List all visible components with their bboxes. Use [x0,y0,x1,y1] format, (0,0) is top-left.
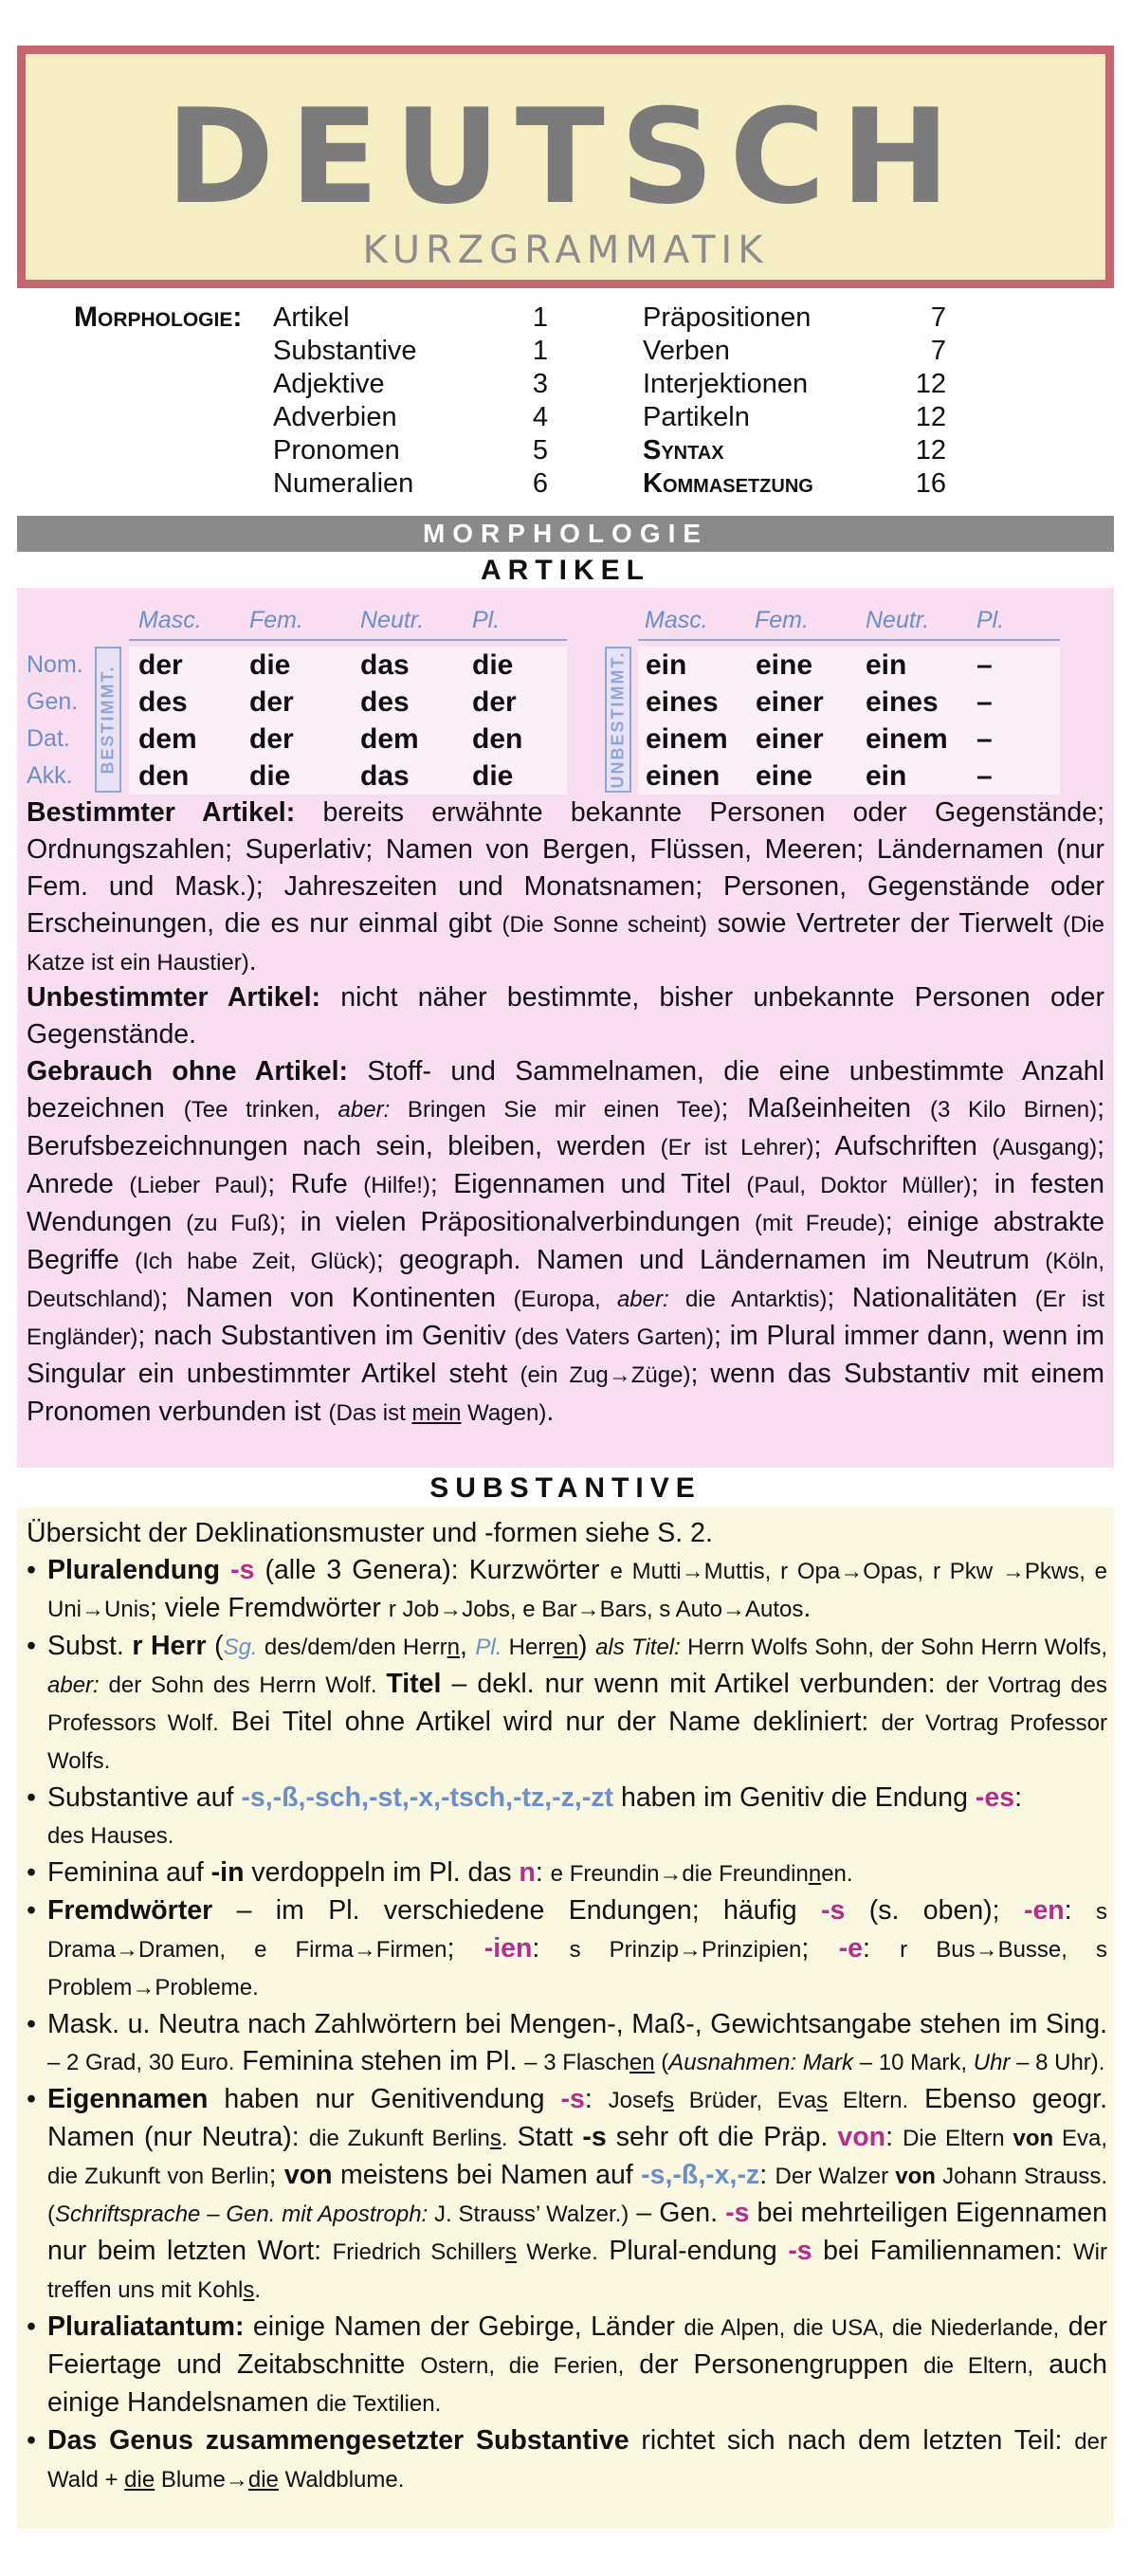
artikel-box [17,588,1114,1468]
toc-item[interactable]: Adverbien [273,402,397,432]
def-cell: der [472,686,517,718]
header-rule [129,639,567,641]
vertical-label-bestimmt: BESTIMMT. [95,647,121,793]
toc-item[interactable]: Partikeln [643,402,750,432]
title-banner [17,46,1114,288]
def-cell: der [138,649,183,681]
toc-page: 12 [915,402,946,432]
case-nom: Nom. [27,651,83,678]
toc-page: 3 [532,369,548,399]
toc-page: 12 [915,435,946,466]
case-gen: Gen. [27,688,79,715]
toc-item[interactable]: Substantive [273,336,417,366]
toc-page: 4 [532,402,548,432]
def-cell: den [138,760,190,792]
indef-cell: einen [646,760,721,792]
indef-cell: ein [866,760,907,792]
def-cell: die [249,760,291,792]
def-cell: der [249,723,294,755]
paragraph-unbestimmter-artikel: Unbestimmter Artikel: nicht näher bestimmte, bisher unbekannte Personen oder Gegenstände. [27,982,1104,1050]
bullet-pluralendung: • Pluralendung -s (alle 3 Genera): Kurzwörter e Mutti→Muttis, r Opa→Opas, r Pkw →Pkws, e Uni→Unis; viele Fremdwörter r Job→Jobs, e Bar→Bars, s Auto→Autos. [27,1552,1107,1628]
toc-item[interactable]: Verben [643,336,730,366]
toc-page: 6 [532,468,548,499]
bullet-zahlwoerter: • Mask. u. Neutra nach Zahlwörtern bei Mengen-, Maß-, Gewichtsangabe stehen im Sing. – 2 Grad, 30 Euro. Feminina stehen im Pl. – 3 Flaschen (Ausnahmen: Mark – 10 Mark, Uhr – 8 Uhr). [27,2006,1107,2081]
def-cell: des [138,686,188,718]
indef-cell: eines [646,686,719,718]
toc-page: 1 [532,336,548,366]
vertical-label-unbestimmt: UNBESTIMMT. [605,647,631,793]
col-header: Masc. [138,607,202,633]
toc-page: 12 [915,369,946,399]
indef-cell: eine [756,760,813,792]
indef-cell: ein [866,649,907,681]
subtitle: KURZGRAMMATIK [362,228,769,272]
indef-cell: eines [866,686,939,718]
bullet-pluraliatantum: • Pluraliatantum: einige Namen der Gebirge, Länder die Alpen, die USA, die Niederlande, der Feiertage und Zeitabschnitte Ostern, die Ferien, der Personengruppen die Eltern, auch einige Handelsnamen die Textilien. [27,2309,1107,2422]
def-cell: der [249,686,294,718]
def-cell: die [472,649,514,681]
col-header: Neutr. [866,607,930,633]
section-band-morphologie: MORPHOLOGIE [17,516,1114,552]
bullet-feminina-in: • Feminina auf -in verdoppeln im Pl. das n: e Freundin→die Freundinnen. [27,1854,1107,1892]
substantive-text [27,1515,1107,2498]
indef-cell: – [976,686,993,718]
definite-grid [129,647,567,795]
toc-item[interactable]: Numeralien [273,468,414,499]
paragraph-ohne-artikel: Gebrauch ohne Artikel: Stoff- und Sammelnamen, die eine unbestimmte Anzahl bezeichnen (Tee trinken, aber: Bringen Sie mir einen Tee); Maßeinheiten (3 Kilo Birnen); Berufsbezeichnungen nach sein, bleiben, werden (Er ist Lehrer); Aufschriften (Ausgang); Anrede (Lieber Paul); Rufe (Hilfe!); Eigennamen und Titel (Paul, Doktor Müller); in festen Wendungen (zu Fuß); in vielen Präpositionalverbindungen (mit Freude); einige abstrakte Begriffe (Ich habe Zeit, Glück); geograph. Namen und Ländernamen im Neutrum (Köln, Deutschland); Namen von Kontinenten (Europa, aber: die Antarktis); Nationalitäten (Er ist Engländer); nach Substantiven im Genitiv (des Vaters Garten); im Plural immer dann, wenn im Singular ein unbestimmter Artikel steht (ein Zug→Züge); wenn das Substantiv mit einem Pronomen verbunden ist (Das ist mein Wagen). [27,1056,1105,1427]
toc-item[interactable]: Präpositionen [643,302,812,333]
def-cell: dem [360,723,419,755]
def-cell: dem [138,723,197,755]
definite-article-table [17,599,567,792]
toc-item[interactable]: Artikel [273,302,350,333]
col-header: Pl. [472,607,501,633]
indef-cell: ein [646,649,687,681]
case-akk: Akk. [27,762,73,789]
paragraph-bestimmter-artikel: Bestimmter Artikel: bereits erwähnte bekannte Personen oder Gegenstände; Ordnungszahlen; Superlativ; Namen von Bergen, Flüssen, Meeren; Ländernamen (nur Fem. und Mask.); Jahreszeiten und Monatsnamen; Personen, Gegenstände oder Erscheinungen, die es nur einmal gibt (Die Sonne scheint) sowie Vertreter der Tierwelt (Die Katze ist ein Haustier). [27,797,1104,977]
col-header: Masc. [645,607,708,633]
bullet-eigennamen: • Eigennamen haben nur Genitivendung -s: Josefs Brüder, Evas Eltern. Ebenso geogr. Namen (nur Neutra): die Zukunft Berlins. Statt -s sehr oft die Präp. von: Die Eltern von Eva, die Zukunft von Berlin; von meistens bei Namen auf -s,-ß,-x,-z: Der Walzer von Johann Strauss. (Schriftsprache – Gen. mit Apostroph: J. Strauss’ Walzer.) – Gen. -s bei mehrteiligen Eigennamen nur beim letzten Wort: Friedrich Schillers Werke. Plural-endung -s bei Familiennamen: Wir treffen uns mit Kohls. [27,2081,1107,2309]
toc-item[interactable]: Kommasetzung [643,468,813,499]
toc-page: 16 [915,468,946,499]
toc-item[interactable]: Pronomen [273,435,400,466]
bullet-fremdwoerter: • Fremdwörter – im Pl. verschiedene Endungen; häufig -s (s. oben); -en: s Drama→Dramen, e Firma→Firmen; -ien: s Prinzip→Prinzipien; -e: r Bus→Busse, s Problem→Probleme. [27,1892,1107,2006]
bullet-herr: • Subst. r Herr (Sg. des/dem/den Herrn, Pl. Herren) als Titel: Herrn Wolfs Sohn, der Sohn Herrn Wolfs, aber: der Sohn des Herrn Wolf. Titel – dekl. nur wenn mit Artikel verbunden: der Vortrag des Professors Wolf. Bei Titel ohne Artikel wird nur der Name dekliniert: der Vortrag Professor Wolfs. [27,1628,1107,1780]
col-header: Pl. [976,607,1005,633]
indef-cell: einem [646,723,728,755]
bullet-genitiv-es: • Substantive auf -s,-ß,-sch,-st,-x,-tsch,-tz,-z,-zt haben im Genitiv die Endung -es: des Hauses. [27,1780,1107,1854]
bullet-genus: • Das Genus zusammengesetzter Substantive richtet sich nach dem letzten Teil: der Wald + die Blume→die Waldblume. [27,2422,1107,2498]
def-cell: die [249,649,291,681]
def-cell: die [472,760,514,792]
indefinite-article-table [595,599,1069,792]
def-cell: den [472,723,523,755]
toc-item[interactable]: Syntax [643,435,724,466]
toc-page: 5 [532,435,548,466]
indef-cell: eine [756,649,813,681]
main-title: DEUTSCH [165,81,966,233]
section-title-artikel: ARTIKEL [481,555,650,586]
toc-label: Morphologie: [74,301,243,333]
table-of-contents [74,301,1031,508]
def-cell: des [360,686,410,718]
def-cell: das [360,760,410,792]
def-cell: das [360,649,410,681]
toc-page: 1 [532,302,548,333]
indef-cell: einem [866,723,948,755]
col-header: Fem. [755,607,809,633]
toc-item[interactable]: Interjektionen [643,369,809,399]
case-dat: Dat. [27,725,70,752]
toc-page: 7 [930,336,946,366]
toc-item[interactable]: Adjektive [273,369,385,399]
indef-cell: – [976,760,993,792]
section-title-substantive: SUBSTANTIVE [429,1472,702,1504]
indef-cell: – [976,649,993,681]
header-rule [638,639,1060,641]
indef-cell: einer [756,686,824,718]
substantive-box [17,1507,1114,2529]
indef-cell: einer [756,723,824,755]
toc-page: 7 [930,302,946,333]
indef-cell: – [976,723,993,755]
col-header: Neutr. [360,607,425,633]
substantive-intro: Übersicht der Deklinationsmuster und -formen siehe S. 2. [27,1518,713,1548]
indefinite-grid [638,647,1060,795]
col-header: Fem. [249,607,303,633]
